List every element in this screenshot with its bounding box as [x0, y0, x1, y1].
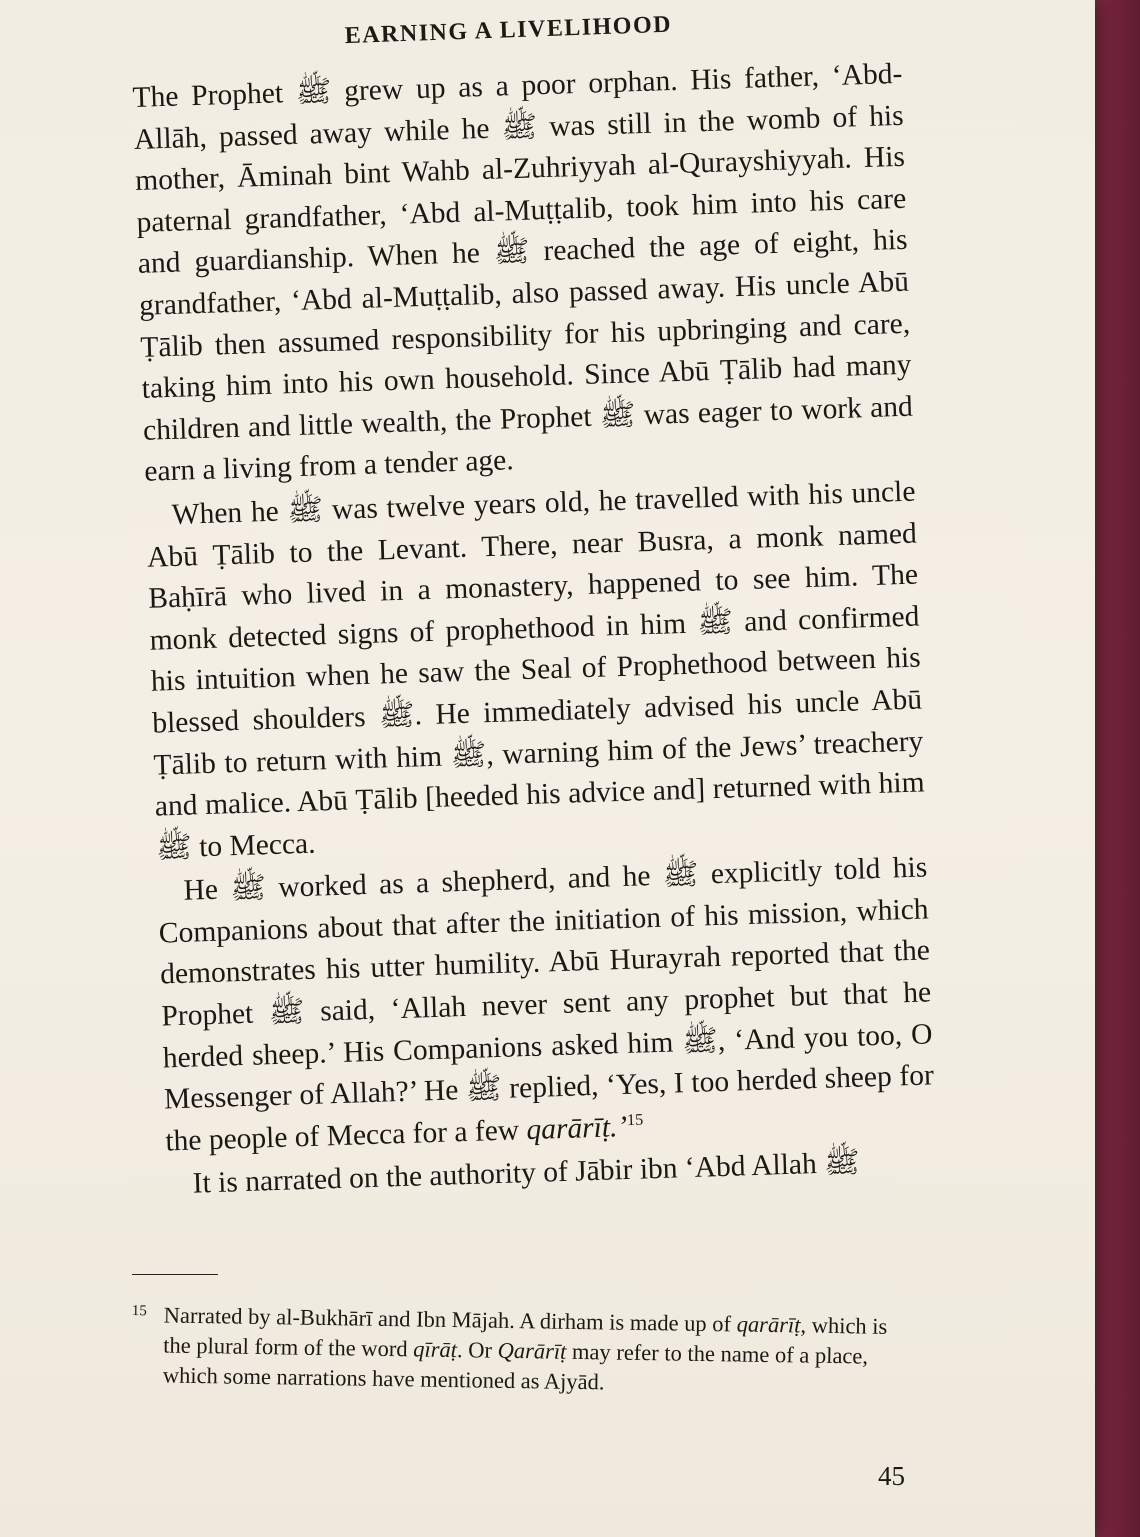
footnote-number: 15 [131, 1302, 147, 1320]
footnote [131, 1300, 912, 1402]
paragraph-3-italic: qarārīṭ.’ [525, 1110, 628, 1146]
page-number: 45 [878, 1461, 905, 1491]
footnote-text-part: , which is the plural form of the word [163, 1312, 888, 1362]
paragraph-3-text: He ﷺ worked as a shepherd, and he ﷺ explicitly told his Companions about that after the initiation of his mission, which demonstrates his utter humility. Abū Hurayrah reported that the Prophet ﷺ said, ‘Allah never sent any prophet but that he herded sheep.’ His Companions asked him ﷺ, ‘And you too, O Messenger of Allah?’ He ﷺ replied, ‘Yes, I too herded sheep for the people of Mecca for a few [158, 851, 935, 1158]
paragraph-1: The Prophet ﷺ grew up as a poor orphan. His father, ‘Abd-Allāh, passed away while he ﷺ was still in the womb of his mother, Āminah bint Wahb al-Zuhriyyah al-Qurayshiyyah. His paternal grandfather, ‘Abd al-Muṭṭalib, took him into his care and guardianship. When he ﷺ reached the age of eight, his grandfather, ‘Abd al-Muṭṭalib, also passed away. His uncle Abū Ṭālib then assumed responsibility for his upbringing and care, taking him into his own household. Since Abū Ṭālib had many children and little wealth, the Prophet ﷺ was eager to work and earn a living from a tender age. [132, 57, 914, 489]
paragraph-3 [157, 848, 936, 1163]
footnote-text-part: Narrated by al-Bukhārī and Ibn Mājah. A dirham is made up of [163, 1302, 737, 1337]
running-head: EARNING A LIVELIHOOD [344, 11, 673, 50]
footnote-text-part: may refer to the name of a place, which some narrations have mentioned as Ajyād. [162, 1338, 869, 1395]
footnote-italic-term: Qarārīṭ [497, 1337, 567, 1364]
footnote-text-part: . Or [456, 1337, 498, 1363]
footnote-rule [132, 1274, 218, 1275]
footnote-italic-term: qīrāṭ [413, 1336, 458, 1363]
body-text [132, 54, 937, 1207]
footnote-text [163, 1301, 912, 1403]
paragraph-4: It is narrated on the authority of Jābir ibn ‘Abd Allah ﷺ [192, 1147, 861, 1201]
paragraph-2: When he ﷺ was twelve years old, he travelled with his uncle Abū Ṭālib to the Levant. There, near Busra, a monk named Baḥīrā who lived in a monastery, happened to see him. The monk detected signs of prophethood in him ﷺ and confirmed his intuition when he saw the Seal of Prophethood between his blessed shoulders ﷺ. He immediately advised his uncle Abū Ṭālib to return with him ﷺ, warning him of the Jews’ treachery and malice. Abū Ṭālib [heeded his advice and] returned with him ﷺ to Mecca. [146, 475, 926, 865]
footnote-italic-term: qarārīṭ [736, 1311, 801, 1338]
footnote-reference: 15 [626, 1110, 644, 1129]
